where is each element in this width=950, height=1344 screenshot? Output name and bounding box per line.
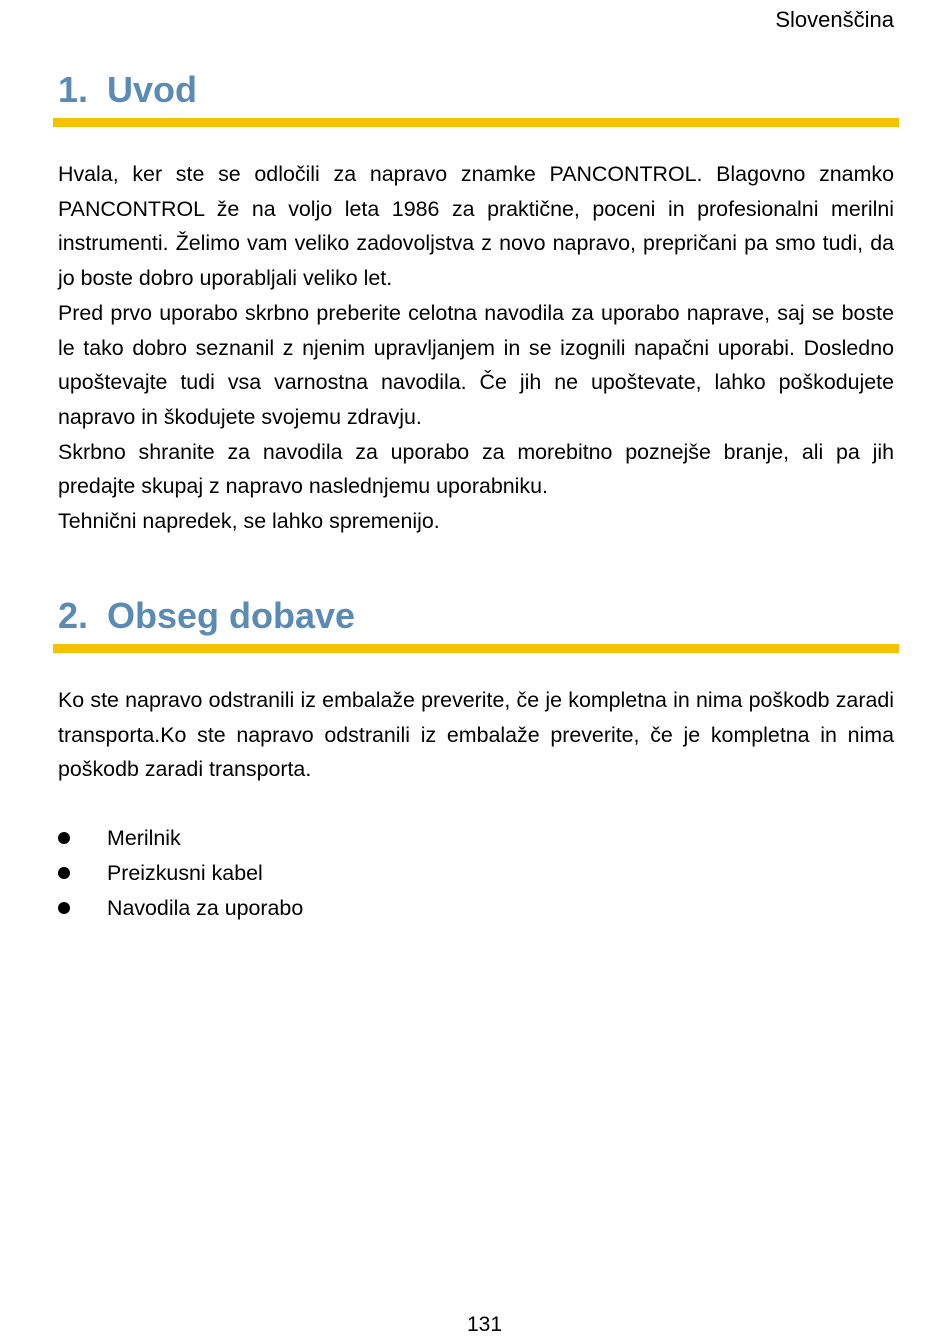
section-body — [58, 683, 894, 787]
bullet-icon — [58, 902, 70, 914]
bullet-icon — [58, 832, 70, 844]
section-number: 2. — [58, 595, 89, 636]
paragraph: Hvala, ker ste se odločili za napravo znamke PANCONTROL. Blagovno znamko PANCONTROL že na voljo leta 1986 za praktične, poceni in profesionalni merilni instrumenti. Želimo vam veliko zadovoljstva z novo napravo, prepričani pa smo tudi, da jo boste dobro uporabljali veliko let. — [58, 162, 894, 291]
section-heading — [58, 592, 899, 640]
paragraph: Ko ste napravo odstranili iz embalaže preverite, če je kompletna in nima poškodb zaradi transporta.Ko ste napravo odstranili iz embalaže preverite, če je kompletna in nima poškodb zaradi transporta. — [58, 688, 894, 782]
list-item-label: Navodila za uporabo — [107, 895, 304, 920]
section-number: 1. — [58, 69, 89, 110]
section-title: Obseg dobave — [107, 595, 356, 636]
list-item — [58, 821, 899, 856]
list-item — [58, 891, 899, 926]
delivery-items-list — [58, 821, 899, 925]
paragraph: Tehnični napredek, se lahko spremenijo. — [58, 509, 440, 534]
paragraph: Skrbno shranite za navodila za uporabo za morebitno poznejše branje, ali pa jih predajte skupaj z napravo naslednjemu uporabniku. — [58, 439, 894, 499]
list-item — [58, 856, 899, 891]
page-number: 131 — [466, 1313, 503, 1336]
section-introduction — [53, 66, 899, 539]
heading-divider — [53, 118, 899, 127]
list-item-label: Merilnik — [107, 826, 181, 851]
section-heading — [58, 66, 899, 114]
section-body — [58, 157, 894, 539]
list-item-label: Preizkusni kabel — [107, 860, 263, 885]
language-label: Slovenščina — [775, 7, 894, 32]
paragraph: Pred prvo uporabo skrbno preberite celotna navodila za uporabo naprave, saj se boste le tako dobro seznanil z njenim upravljanjem in se izognili napačni uporabi. Dosledno upoštevajte tudi vsa varnostna navodila. Če jih ne upoštevate, lahko poškodujete napravo in škodujete svojemu zdravju. — [58, 300, 894, 429]
heading-divider — [53, 644, 899, 653]
section-scope-of-delivery — [53, 592, 899, 925]
section-title: Uvod — [107, 69, 197, 110]
bullet-icon — [58, 867, 70, 879]
